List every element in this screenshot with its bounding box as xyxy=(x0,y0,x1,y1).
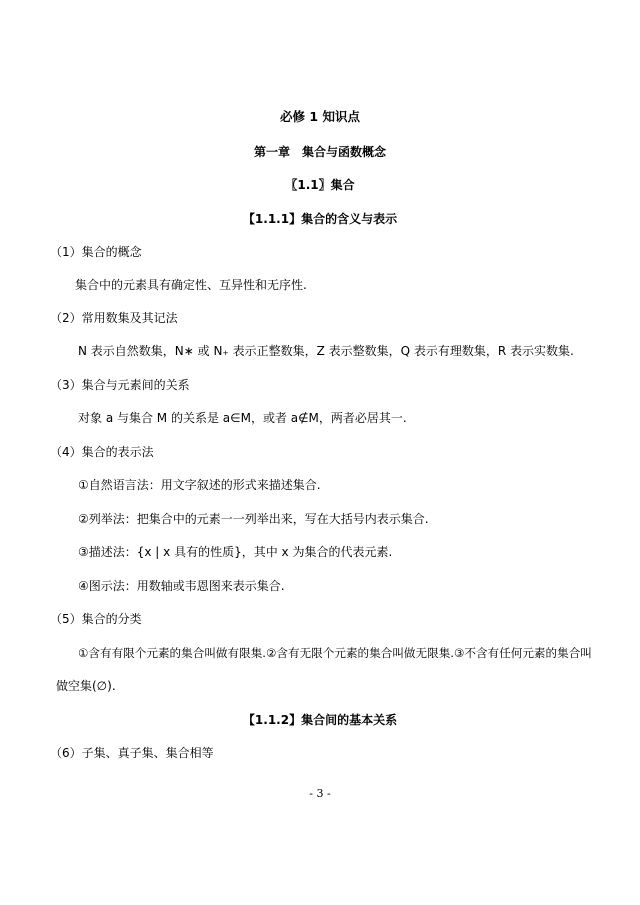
paragraph-3-body: 对象 a 与集合 M 的关系是 a∈M，或者 a∉M，两者必居其一. xyxy=(78,411,407,425)
page-number: - 3 - xyxy=(309,787,331,800)
representation-method-item: ③描述法：{x | x 具有的性质}，其中 x 为集合的代表元素. xyxy=(78,545,393,559)
representation-method-item: ①自然语言法：用文字叙述的形式来描述集合. xyxy=(78,478,321,492)
document-title: 必修 1 知识点 xyxy=(280,109,360,124)
paragraph-2-body: N 表示自然数集，N∗ 或 N₊ 表示正整数集，Z 表示整数集，Q 表示有理数集，R 表示实数集. xyxy=(78,344,574,358)
subsection-title-1-1-2: 【1.1.2】集合间的基本关系 xyxy=(242,713,398,727)
paragraph-4-heading: （4）集合的表示法 xyxy=(50,445,154,459)
chapter-title: 第一章 集合与函数概念 xyxy=(253,145,386,159)
paragraph-5-heading: （5）集合的分类 xyxy=(50,612,142,626)
paragraph-1-body: 集合中的元素具有确定性、互异性和无序性. xyxy=(75,278,307,292)
paragraph-5-body-line-2: 做空集(∅). xyxy=(56,679,116,693)
paragraph-2-heading: （2）常用数集及其记法 xyxy=(50,311,178,325)
paragraph-1-heading: （1）集合的概念 xyxy=(50,245,142,259)
representation-method-item: ②列举法：把集合中的元素一一列举出来，写在大括号内表示集合. xyxy=(78,512,429,526)
paragraph-5-body-line-1: ①含有有限个元素的集合叫做有限集.②含有无限个元素的集合叫做无限集.③不含有任何元素的集合叫 xyxy=(78,646,592,660)
representation-method-item: ④图示法：用数轴或韦恩图来表示集合. xyxy=(78,579,285,593)
paragraph-3-heading: （3）集合与元素间的关系 xyxy=(50,378,190,392)
subsection-title-1-1-1: 【1.1.1】集合的含义与表示 xyxy=(242,212,398,226)
section-title: 〖1.1〗集合 xyxy=(285,178,355,192)
paragraph-6-heading: （6）子集、真子集、集合相等 xyxy=(50,746,214,760)
